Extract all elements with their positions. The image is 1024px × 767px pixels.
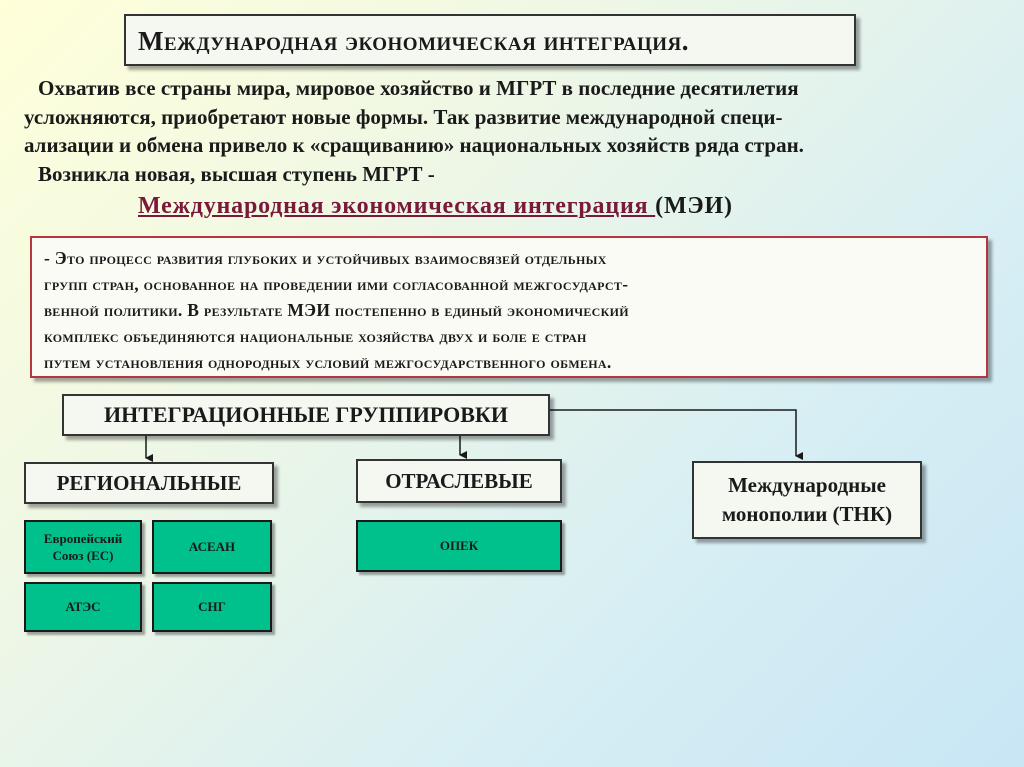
intro-line-3: ализации и обмена привело к «сращиванию» национальных хозяйств ряда стран. [24, 133, 804, 157]
intro-line-2: усложняются, приобретают новые формы. Так развитие международной специ- [24, 104, 783, 129]
definition-line-3: венной политики. В результате МЭИ постепенно в единый экономический [44, 300, 629, 320]
atec-box: АТЭС [24, 582, 142, 632]
regional-box: РЕГИОНАЛЬНЫЕ [24, 462, 274, 504]
monopolies-line-2: монополии (ТНК) [721, 502, 893, 526]
sectoral-box: ОТРАСЛЕВЫЕ [356, 459, 562, 503]
monopolies-box [692, 461, 922, 539]
definition-line-2: групп стран, основанное на проведении ими согласованной межгосударст- [44, 274, 629, 294]
intro-line-1: Охватив все страны мира, мировое хозяйство и МГРТ в последние десятилетия [38, 76, 799, 100]
definition-line-5: путем установления однородных условий межгосударственного обмена. [44, 352, 612, 372]
mei-abbreviation: (МЭИ) [655, 193, 733, 219]
intro-line-4: Возникла новая, высшая ступень МГРТ - [38, 161, 435, 186]
eu-line-1: Европейский [43, 531, 123, 546]
definition-line-1: - Это процесс развития глубоких и устойчивых взаимосвязей отдельных [44, 248, 607, 268]
eu-box [24, 520, 142, 574]
sng-box: СНГ [152, 582, 272, 632]
asean-box: АСЕАН [152, 520, 272, 574]
mei-term: Международная экономическая интеграция [138, 193, 656, 219]
opek-box: ОПЕК [356, 520, 562, 572]
monopolies-line-1: Международные [728, 473, 886, 497]
arrow-to-monopolies [550, 410, 796, 456]
slide-title: Международная экономическая интеграция. [124, 14, 856, 66]
eu-line-2: Союз (ЕС) [52, 548, 114, 563]
integration-groups-box: ИНТЕГРАЦИОННЫЕ ГРУППИРОВКИ [62, 394, 550, 436]
definition-line-4: комплекс объединяются национальные хозяйства двух и боле е стран [44, 326, 587, 346]
